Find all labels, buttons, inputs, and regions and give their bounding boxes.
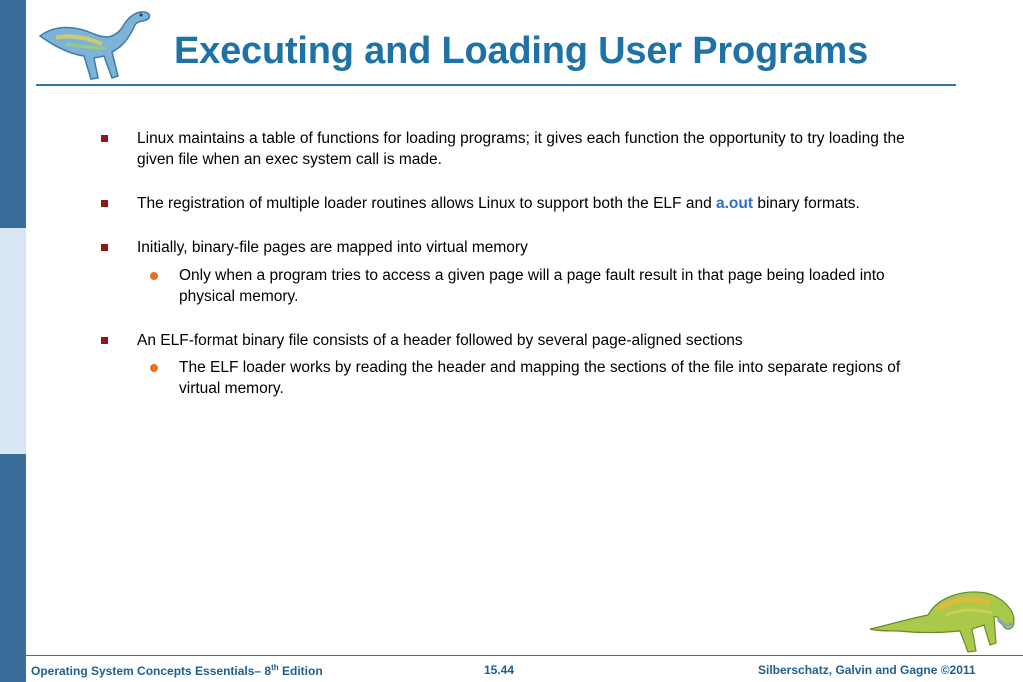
- round-bullet-icon: [150, 364, 158, 372]
- square-bullet-icon: [101, 337, 108, 344]
- bullet-text: The registration of multiple loader routines allows Linux to support both the ELF and: [137, 195, 716, 212]
- dinosaur-icon: [868, 585, 1018, 660]
- bullet-item: Linux maintains a table of functions for loading programs; it gives each function the opportunity to try loading the given file when an exec system call is made.: [137, 130, 905, 168]
- footer-copyright: Silberschatz, Galvin and Gagne ©2011: [758, 663, 976, 677]
- footer-book-title: [31, 663, 323, 678]
- square-bullet-icon: [101, 244, 108, 251]
- footer-superscript: th: [271, 663, 279, 672]
- round-bullet-icon: [150, 272, 158, 280]
- bullet-item: [137, 193, 937, 214]
- page-number: 15.44: [484, 663, 515, 677]
- square-bullet-icon: [101, 135, 108, 142]
- bullet-item: An ELF-format binary file consists of a header followed by several page-aligned sections: [137, 332, 743, 349]
- footer-divider: [26, 655, 1023, 656]
- sub-bullet-item: The ELF loader works by reading the header and mapping the sections of the file into separate regions of virtual memory.: [179, 359, 901, 397]
- sidebar-segment-dark: [0, 454, 26, 682]
- title-divider: [36, 84, 956, 86]
- page-title: Executing and Loading User Programs: [174, 30, 869, 72]
- sidebar-segment-light: [0, 228, 26, 454]
- sidebar-segment-dark: [0, 0, 26, 228]
- dinosaur-icon: [36, 6, 156, 84]
- decorative-sidebar: [0, 0, 26, 682]
- sub-bullet-item: Only when a program tries to access a given page will a page fault result in that page being loaded into physical memory.: [179, 267, 885, 305]
- footer-edition-text: Edition: [278, 664, 323, 678]
- square-bullet-icon: [101, 200, 108, 207]
- bullet-item: Initially, binary-file pages are mapped into virtual memory: [137, 239, 528, 256]
- bullet-text: binary formats.: [753, 195, 860, 212]
- highlight-term: a.out: [716, 195, 754, 212]
- footer-book-title-text: Operating System Concepts Essentials– 8: [31, 664, 272, 678]
